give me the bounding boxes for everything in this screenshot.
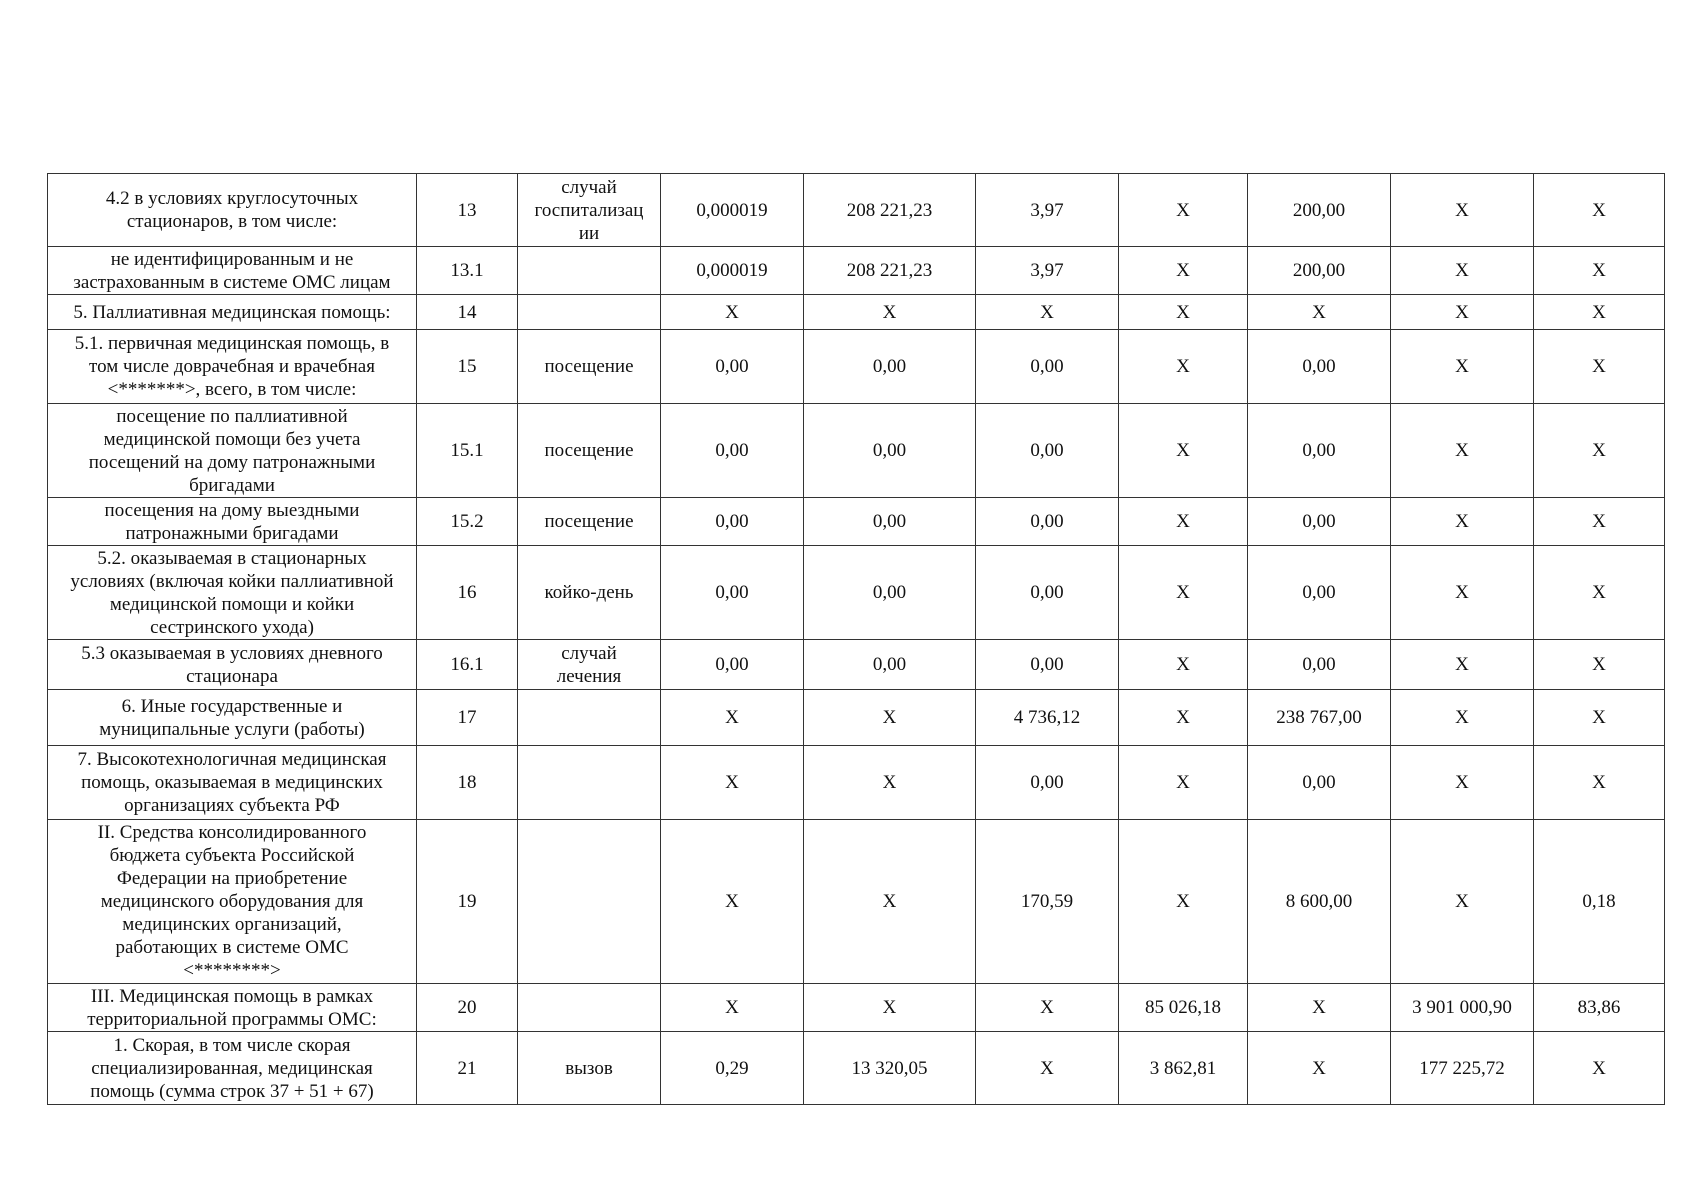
value-cell-c8: 0,00 <box>1248 330 1391 404</box>
value-cell-c10: X <box>1534 746 1665 820</box>
row-name-line: не идентифицированным и не <box>110 248 354 270</box>
value-cell-c8: 0,00 <box>1248 498 1391 546</box>
value-cell-c5: X <box>804 820 976 984</box>
row-name-line: 5.1. первичная медицинская помощь, в <box>74 333 390 354</box>
row-code-cell: 14 <box>417 295 518 330</box>
row-name-line: патронажными бригадами <box>125 522 339 544</box>
value-cell-c10: X <box>1534 295 1665 330</box>
value-cell-c4: 0,00 <box>661 404 804 498</box>
table-row <box>48 820 1665 984</box>
row-name-line: специализированная, медицинская <box>91 1057 373 1079</box>
row-name-line: <*******>, всего, в том числе: <box>107 379 357 400</box>
table-row <box>48 330 1665 404</box>
row-name-cell <box>48 690 417 746</box>
value-cell-c6: 0,00 <box>976 546 1119 640</box>
table-row <box>48 174 1665 247</box>
row-name-line: <********> <box>183 960 281 981</box>
table-row <box>48 295 1665 330</box>
value-cell-c9: X <box>1391 295 1534 330</box>
row-code-cell: 17 <box>417 690 518 746</box>
value-cell-c4: X <box>661 690 804 746</box>
unit-cell <box>518 330 661 404</box>
value-cell-c10: X <box>1534 330 1665 404</box>
row-name-line: стационара <box>186 665 278 687</box>
unit-cell <box>518 546 661 640</box>
unit-cell <box>518 984 661 1032</box>
value-cell-c10: X <box>1534 1032 1665 1105</box>
row-name-line: помощь (сумма строк 37 + 51 + 67) <box>90 1080 374 1102</box>
value-cell-c6: 0,00 <box>976 746 1119 820</box>
row-name-line: 1. Скорая, в том числе скорая <box>113 1034 351 1056</box>
row-name-line: помощь, оказываемая в медицинских <box>81 772 383 793</box>
value-cell-c5: X <box>804 984 976 1032</box>
table-row <box>48 546 1665 640</box>
table-row <box>48 690 1665 746</box>
value-cell-c9: 177 225,72 <box>1391 1032 1534 1105</box>
unit-cell <box>518 498 661 546</box>
unit-line: вызов <box>565 1057 613 1079</box>
value-cell-c6: 170,59 <box>976 820 1119 984</box>
row-name-line: 4.2 в условиях круглосуточных <box>105 188 359 209</box>
value-cell-c7: 85 026,18 <box>1119 984 1248 1032</box>
table-row <box>48 247 1665 295</box>
value-cell-c4: X <box>661 984 804 1032</box>
value-cell-c6: 3,97 <box>976 247 1119 295</box>
unit-cell <box>518 820 661 984</box>
row-name-line: территориальной программы ОМС: <box>87 1008 377 1030</box>
financing-table <box>47 173 1665 1105</box>
unit-cell <box>518 404 661 498</box>
value-cell-c9: X <box>1391 498 1534 546</box>
table-row <box>48 984 1665 1032</box>
value-cell-c8: 8 600,00 <box>1248 820 1391 984</box>
row-name-line: 5. Паллиативная медицинская помощь: <box>73 301 391 323</box>
value-cell-c6: 0,00 <box>976 404 1119 498</box>
row-code-cell: 16.1 <box>417 640 518 690</box>
value-cell-c8: X <box>1248 984 1391 1032</box>
value-cell-c9: X <box>1391 174 1534 247</box>
value-cell-c8: 0,00 <box>1248 546 1391 640</box>
row-name-cell <box>48 820 417 984</box>
unit-cell <box>518 1032 661 1105</box>
row-name-line: условиях (включая койки паллиативной <box>70 570 394 592</box>
value-cell-c8: 200,00 <box>1248 247 1391 295</box>
row-code-cell: 18 <box>417 746 518 820</box>
unit-cell <box>518 174 661 247</box>
unit-line: посещение <box>544 511 634 532</box>
row-name-cell <box>48 984 417 1032</box>
value-cell-c7: X <box>1119 174 1248 247</box>
value-cell-c7: 3 862,81 <box>1119 1032 1248 1105</box>
value-cell-c8: 0,00 <box>1248 746 1391 820</box>
row-name-cell <box>48 404 417 498</box>
row-name-cell <box>48 174 417 247</box>
value-cell-c8: 200,00 <box>1248 174 1391 247</box>
value-cell-c8: 238 767,00 <box>1248 690 1391 746</box>
value-cell-c9: X <box>1391 404 1534 498</box>
value-cell-c10: X <box>1534 498 1665 546</box>
value-cell-c5: 208 221,23 <box>804 247 976 295</box>
row-name-cell <box>48 330 417 404</box>
value-cell-c9: 3 901 000,90 <box>1391 984 1534 1032</box>
value-cell-c8: 0,00 <box>1248 404 1391 498</box>
value-cell-c4: 0,000019 <box>661 174 804 247</box>
value-cell-c4: 0,29 <box>661 1032 804 1105</box>
row-name-line: посещения на дому выездными <box>104 499 360 521</box>
row-name-line: 5.2. оказываемая в стационарных <box>97 547 367 569</box>
value-cell-c9: X <box>1391 546 1534 640</box>
value-cell-c7: X <box>1119 746 1248 820</box>
value-cell-c9: X <box>1391 746 1534 820</box>
row-code-cell: 19 <box>417 820 518 984</box>
value-cell-c9: X <box>1391 690 1534 746</box>
value-cell-c5: 0,00 <box>804 640 976 690</box>
value-cell-c4: X <box>661 820 804 984</box>
value-cell-c6: 0,00 <box>976 640 1119 690</box>
value-cell-c6: 0,00 <box>976 330 1119 404</box>
value-cell-c9: X <box>1391 640 1534 690</box>
unit-cell <box>518 746 661 820</box>
table-row <box>48 404 1665 498</box>
value-cell-c9: X <box>1391 820 1534 984</box>
unit-line: посещение <box>544 356 634 377</box>
value-cell-c7: X <box>1119 404 1248 498</box>
value-cell-c10: 83,86 <box>1534 984 1665 1032</box>
table-row <box>48 640 1665 690</box>
value-cell-c10: X <box>1534 640 1665 690</box>
value-cell-c6: X <box>976 1032 1119 1105</box>
value-cell-c6: X <box>976 984 1119 1032</box>
value-cell-c7: X <box>1119 820 1248 984</box>
unit-line: койко-день <box>544 582 634 603</box>
row-name-line: стационаров, в том числе: <box>126 211 338 232</box>
row-name-line: медицинской помощи без учета <box>103 428 361 450</box>
row-name-cell <box>48 1032 417 1105</box>
row-name-cell <box>48 746 417 820</box>
value-cell-c5: X <box>804 746 976 820</box>
value-cell-c10: 0,18 <box>1534 820 1665 984</box>
value-cell-c10: X <box>1534 247 1665 295</box>
value-cell-c6: X <box>976 295 1119 330</box>
value-cell-c5: 0,00 <box>804 498 976 546</box>
value-cell-c8: 0,00 <box>1248 640 1391 690</box>
row-name-cell <box>48 498 417 546</box>
value-cell-c4: 0,00 <box>661 640 804 690</box>
unit-line: лечения <box>556 665 622 687</box>
row-name-line: 5.3 оказываемая в условиях дневного <box>81 642 383 664</box>
value-cell-c7: X <box>1119 498 1248 546</box>
value-cell-c7: X <box>1119 546 1248 640</box>
unit-cell <box>518 690 661 746</box>
row-name-line: муниципальные услуги (работы) <box>99 718 365 740</box>
value-cell-c5: 208 221,23 <box>804 174 976 247</box>
row-name-line: посещений на дому патронажными <box>88 451 376 473</box>
value-cell-c7: X <box>1119 330 1248 404</box>
value-cell-c7: X <box>1119 247 1248 295</box>
value-cell-c5: X <box>804 295 976 330</box>
row-name-line: Федерации на приобретение <box>116 868 348 889</box>
value-cell-c5: 13 320,05 <box>804 1032 976 1105</box>
row-name-line: работающих в системе ОМС <box>115 937 349 958</box>
value-cell-c10: X <box>1534 404 1665 498</box>
value-cell-c6: 3,97 <box>976 174 1119 247</box>
table-row <box>48 746 1665 820</box>
row-code-cell: 13 <box>417 174 518 247</box>
unit-cell <box>518 640 661 690</box>
value-cell-c5: X <box>804 690 976 746</box>
unit-line: случай <box>561 642 617 664</box>
value-cell-c8: X <box>1248 295 1391 330</box>
unit-line: случай <box>561 176 617 198</box>
table-row <box>48 498 1665 546</box>
row-name-line: застрахованным в системе ОМС лицам <box>73 271 391 293</box>
row-name-line: 7. Высокотехнологичная медицинская <box>77 749 387 770</box>
value-cell-c6: 0,00 <box>976 498 1119 546</box>
value-cell-c4: 0,00 <box>661 330 804 404</box>
value-cell-c10: X <box>1534 690 1665 746</box>
value-cell-c9: X <box>1391 247 1534 295</box>
row-name-line: медицинской помощи и койки <box>109 593 355 615</box>
row-name-line: организациях субъекта РФ <box>124 795 340 816</box>
row-code-cell: 20 <box>417 984 518 1032</box>
row-name-cell <box>48 295 417 330</box>
value-cell-c4: X <box>661 746 804 820</box>
row-code-cell: 15.1 <box>417 404 518 498</box>
row-name-line: II. Средства консолидированного <box>97 822 367 843</box>
unit-line: госпитализац <box>534 199 644 221</box>
unit-line: ии <box>578 222 600 244</box>
row-name-cell <box>48 640 417 690</box>
row-name-line: бюджета субъекта Российской <box>109 845 355 866</box>
row-code-cell: 13.1 <box>417 247 518 295</box>
row-name-line: бригадами <box>189 474 275 496</box>
row-name-line: сестринского ухода) <box>150 616 314 638</box>
value-cell-c5: 0,00 <box>804 404 976 498</box>
row-name-line: медицинского оборудования для <box>100 891 364 912</box>
row-code-cell: 16 <box>417 546 518 640</box>
row-name-line: медицинских организаций, <box>122 914 342 935</box>
row-name-cell <box>48 546 417 640</box>
value-cell-c10: X <box>1534 174 1665 247</box>
value-cell-c7: X <box>1119 295 1248 330</box>
unit-line: посещение <box>544 440 634 461</box>
value-cell-c7: X <box>1119 690 1248 746</box>
unit-cell <box>518 247 661 295</box>
row-name-line: 6. Иные государственные и <box>121 695 343 717</box>
row-code-cell: 21 <box>417 1032 518 1105</box>
value-cell-c9: X <box>1391 330 1534 404</box>
value-cell-c4: 0,00 <box>661 498 804 546</box>
row-name-cell <box>48 247 417 295</box>
value-cell-c7: X <box>1119 640 1248 690</box>
value-cell-c4: 0,00 <box>661 546 804 640</box>
row-name-line: том числе доврачебная и врачебная <box>89 356 375 377</box>
table-row <box>48 1032 1665 1105</box>
value-cell-c5: 0,00 <box>804 330 976 404</box>
value-cell-c10: X <box>1534 546 1665 640</box>
value-cell-c8: X <box>1248 1032 1391 1105</box>
row-name-line: посещение по паллиативной <box>116 405 348 427</box>
value-cell-c4: 0,000019 <box>661 247 804 295</box>
value-cell-c5: 0,00 <box>804 546 976 640</box>
unit-cell <box>518 295 661 330</box>
value-cell-c6: 4 736,12 <box>976 690 1119 746</box>
row-code-cell: 15 <box>417 330 518 404</box>
row-name-line: III. Медицинская помощь в рамках <box>90 985 374 1007</box>
row-code-cell: 15.2 <box>417 498 518 546</box>
value-cell-c4: X <box>661 295 804 330</box>
